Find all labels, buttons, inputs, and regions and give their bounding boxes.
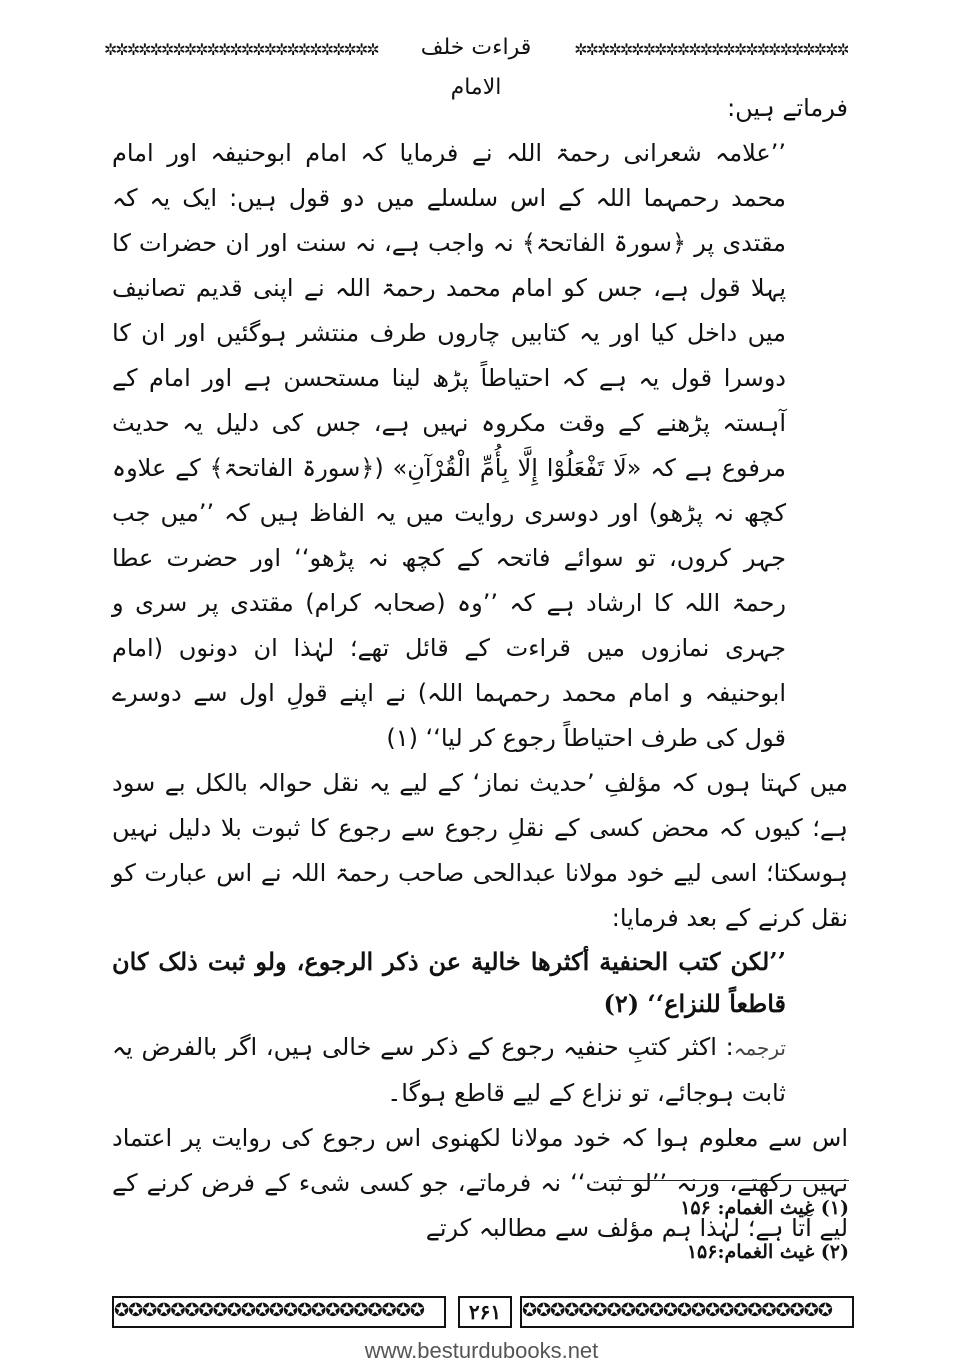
body-text — [112, 86, 848, 1251]
header-ornament-right: ✲✲✲✲✲✲✲✲✲✲✲✲✲✲✲✲✲✲✲✲✲✲✲✲ — [574, 40, 848, 58]
quote-paragraph: ’’علامہ شعرانی رحمۃ اللہ نے فرمایا کہ امام ابوحنیفہ اور امام محمد رحمہما اللہ کے اس سلسلے میں دو قول ہیں: ایک یہ کہ مقتدی پر ﴿سورۃ الفاتحۃ﴾ نہ واجب ہے، نہ سنت اور ان حضرات کا پہلا قول ہے، جس کو امام محمد رحمۃ اللہ نے اپنی قدیم تصانیف میں داخل کیا اور یہ کتابیں چاروں طرف منتشر ہوگئیں اور ان کا دوسرا قول یہ ہے کہ احتیاطاً پڑھ لینا مستحسن ہے اور امام کے آہستہ پڑھنے کے وقت مکروہ نہیں ہے، جس کی دلیل یہ حدیث مرفوع ہے کہ «لَا تَفْعَلُوْا إِلَّا بِأُمِّ الْقُرْآنِ» (﴿سورۃ الفاتحۃ﴾ کے علاوہ کچھ نہ پڑھو) اور دوسری روایت میں یہ الفاظ ہیں کہ ’’میں جب جہر کروں، تو سوائے فاتحہ کے کچھ نہ پڑھو‘‘ اور حضرت عطا رحمۃ اللہ کا ارشاد ہے کہ ’’وہ (صحابہ کرام) مقتدی پر سری و جہری نمازوں میں قراءت کے قائل تھے؛ لہٰذا ان دونوں (امام ابوحنیفہ و امام محمد رحمہما اللہ) نے اپنے قولِ اول سے دوسرے قول کی طرف احتیاطاً رجوع کر لیا‘‘ (۱) — [112, 139, 786, 752]
comment-paragraph: میں کہتا ہوں کہ مؤلفِ ’حدیث نماز‘ کے لیے یہ نقل حوالہ بالکل بے سود ہے؛ کیوں کہ محض کسی کے نقلِ رجوع سے رجوع کا ثبوت بلا دلیل نہیں ہوسکتا؛ اسی لیے خود مولانا عبدالحی صاحب رحمۃ اللہ نے اس عبارت کو نقل کرنے کے بعد فرمایا: — [112, 769, 848, 932]
page-number: ۲۶۱ — [458, 1296, 512, 1328]
page-header — [104, 28, 848, 100]
watermark: www.besturdubooks.net — [364, 1338, 599, 1363]
footnotes — [449, 1186, 849, 1274]
footer-ornament-right: ✪✪✪✪✪✪✪✪✪✪✪✪✪✪✪✪✪✪✪✪✪✪ — [520, 1296, 854, 1328]
footer-ornament-left: ✪✪✪✪✪✪✪✪✪✪✪✪✪✪✪✪✪✪✪✪✪✪ — [112, 1296, 446, 1328]
header-ornament-left: ✲✲✲✲✲✲✲✲✲✲✲✲✲✲✲✲✲✲✲✲✲✲✲✲ — [104, 40, 378, 58]
page-footer — [112, 1296, 854, 1326]
running-title: قراءت خلف الامام — [420, 35, 532, 100]
translation-label: ترجمہ — [733, 1036, 786, 1060]
arabic-quote: ’’لكن كتب الحنفية أكثرها خالية عن ذكر الرجوع، ولو ثبت ذلک کان قاطعاً للنزاع‘‘ (۲) — [112, 947, 786, 1018]
translation-paragraph — [112, 1025, 848, 1116]
closing-paragraph: اس سے معلوم ہوا کہ خود مولانا لکھنوی اس رجوع کی روایت پر اعتماد نہیں رکھتے، ورنہ ’’لو ثبت‘‘ نہ فرماتے، جو کسی شیء کے فرض کرنے کے لیے آتا ہے؛ لہٰذا ہم مؤلف سے مطالبہ کرتے — [112, 1124, 848, 1242]
footnote-2: (۲) غيث الغمام:۱۵۶ — [686, 1241, 849, 1263]
footnote-1: (۱) غيث الغمام: ۱۵۶ — [680, 1197, 849, 1219]
translation-text: : اکثر کتبِ حنفیہ رجوع کے ذکر سے خالی ہیں، اگر بالفرض یہ ثابت ہوجائے، تو نزاع کے لیے قاطع ہوگا۔ — [112, 1033, 786, 1107]
intro-line: فرماتے ہیں: — [727, 94, 848, 122]
footnote-rule — [609, 1180, 849, 1181]
